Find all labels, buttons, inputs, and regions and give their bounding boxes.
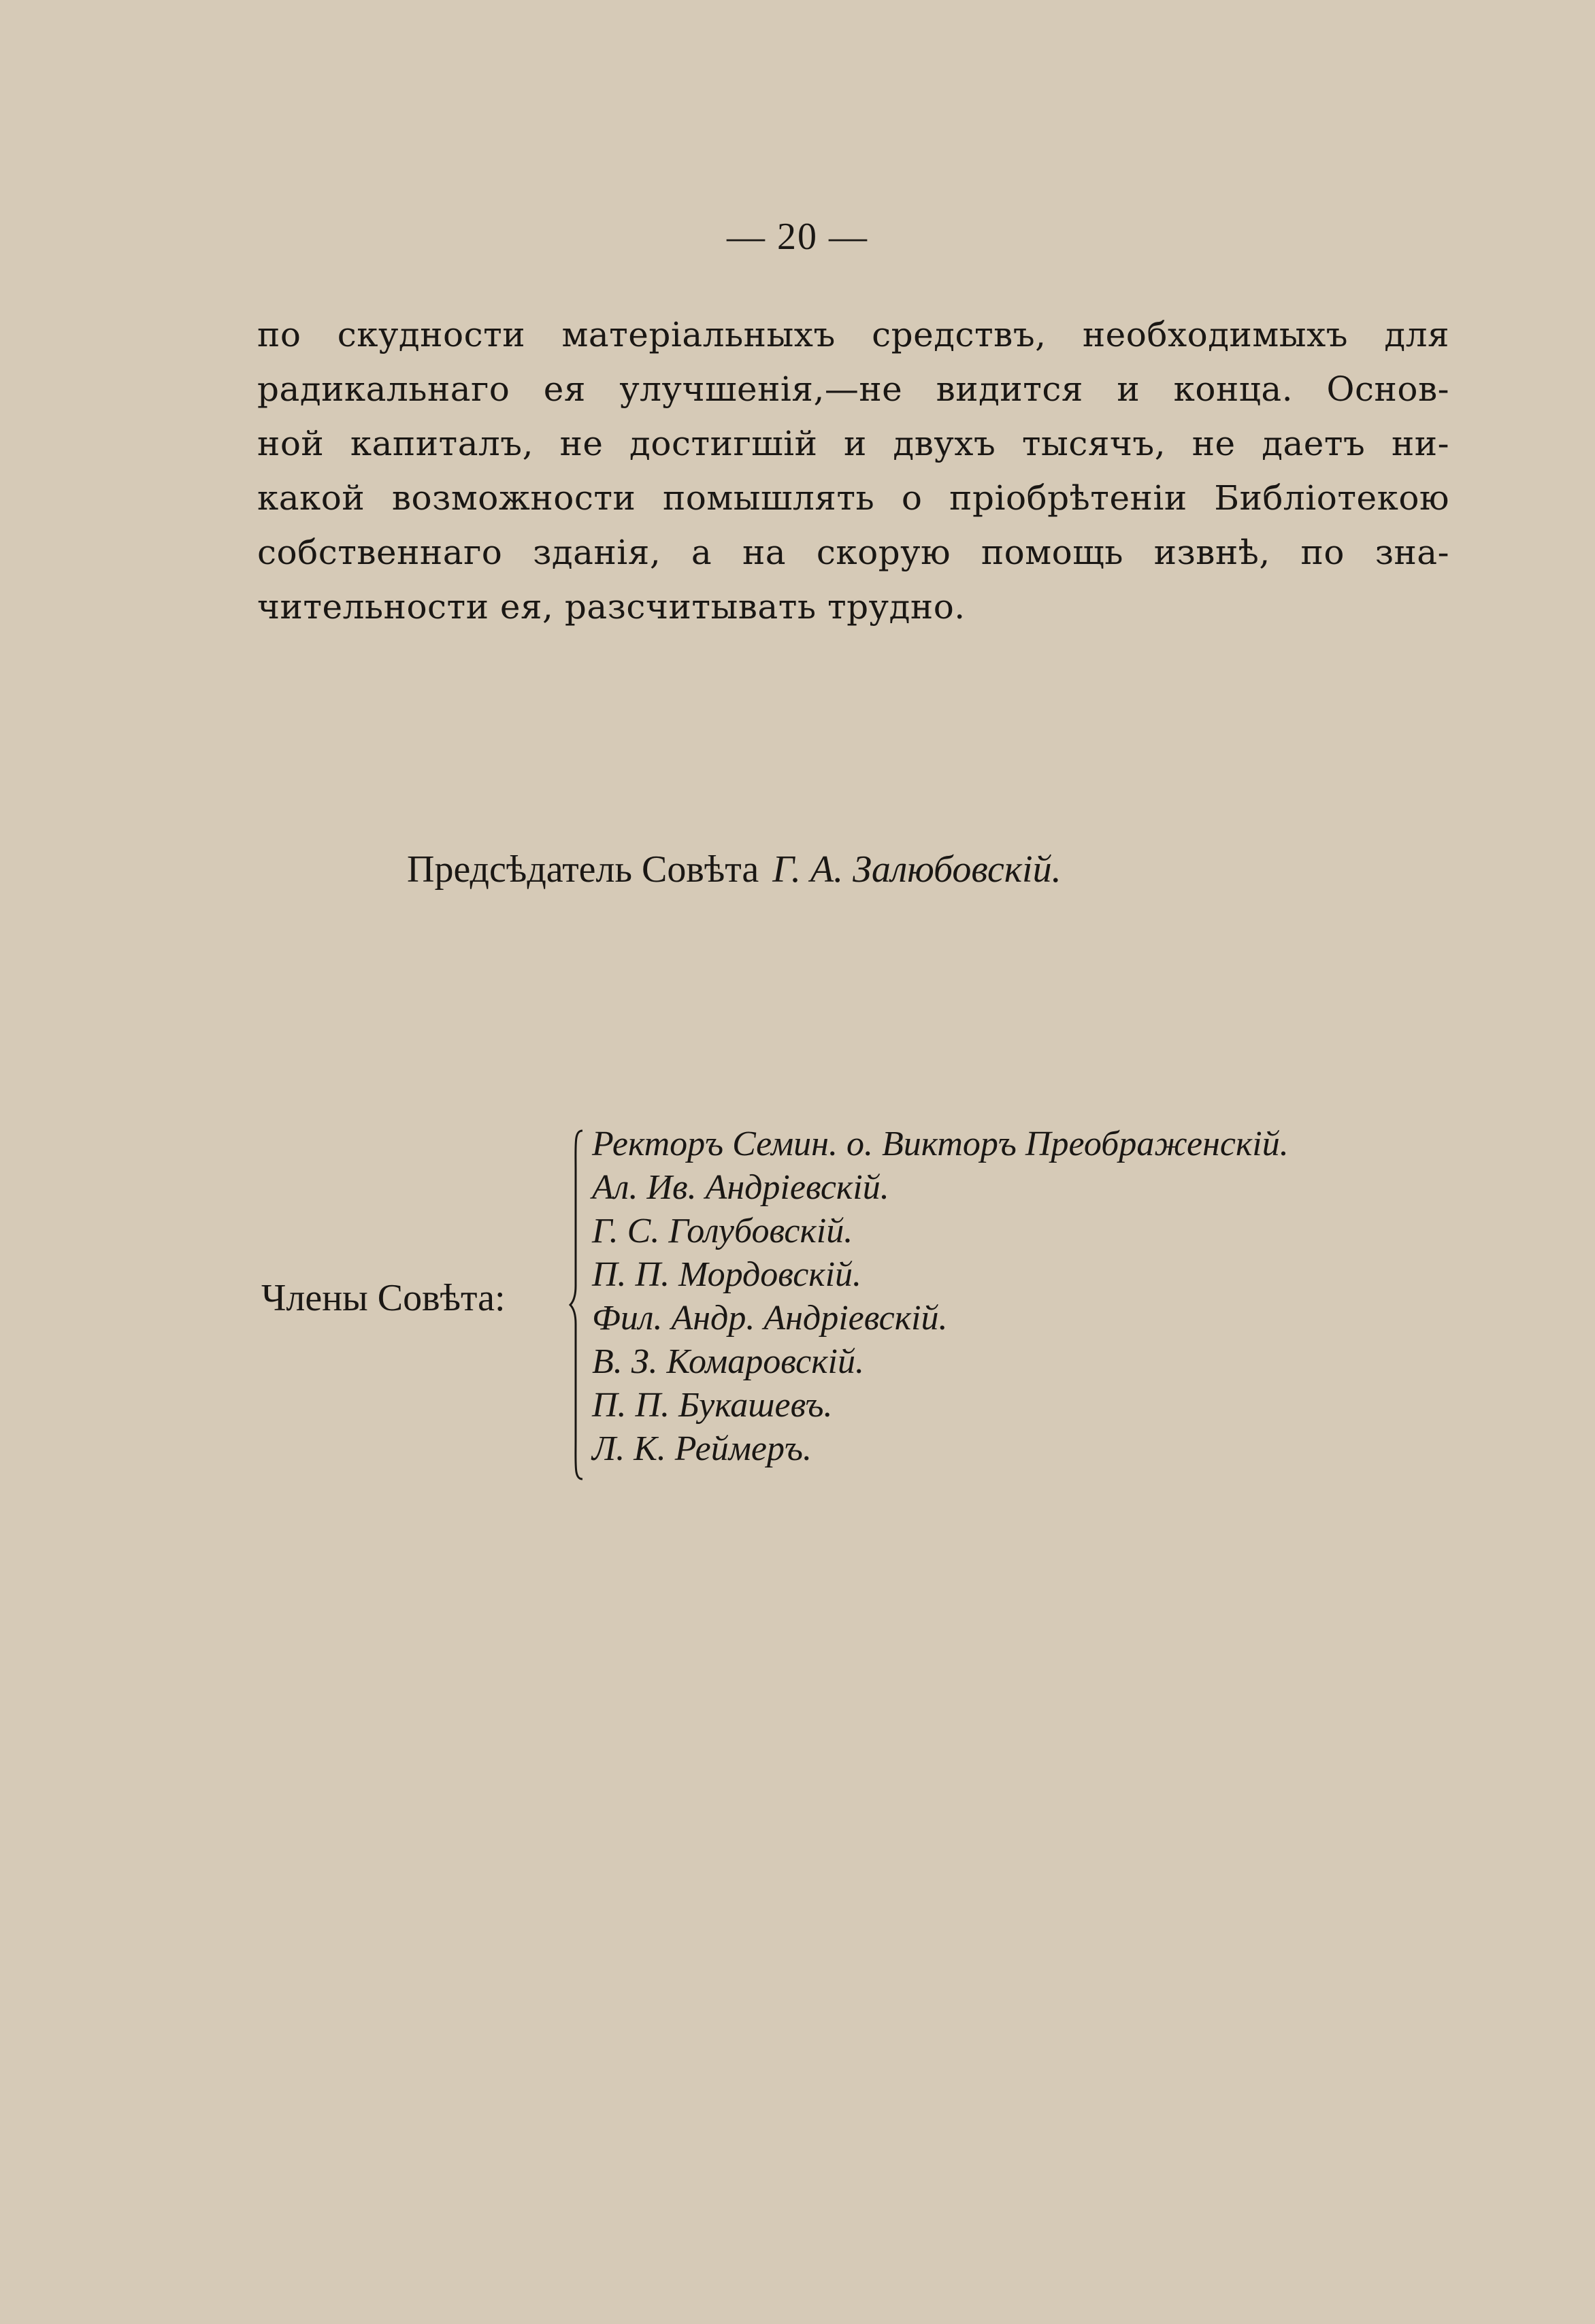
member-name: П. П. Букашевъ. bbox=[592, 1386, 833, 1425]
member-name: Ал. Ив. Андріевскій. bbox=[592, 1168, 889, 1207]
member-name: П. П. Мордовскій. bbox=[592, 1255, 862, 1294]
chairman-label: Предсѣдатель Совѣта bbox=[407, 848, 759, 891]
page-number: — 20 — bbox=[727, 216, 868, 258]
paragraph-line: по скудности матеріальныхъ средствъ, необходимыхъ для bbox=[257, 315, 1449, 354]
paragraph-line: ной капиталъ, не достигшій и двухъ тысячъ, не даетъ ни- bbox=[257, 424, 1449, 463]
member-name: В. З. Комаровскій. bbox=[592, 1342, 865, 1381]
member-name: Ректоръ Семин. о. Викторъ Преображенскій. bbox=[592, 1125, 1289, 1163]
curly-brace bbox=[569, 1129, 585, 1480]
paragraph-line: какой возможности помышлять о пріобрѣтеніи Библіотекою bbox=[257, 478, 1449, 518]
member-name: Л. К. Реймеръ. bbox=[592, 1429, 812, 1468]
paragraph-line: собственнаго зданія, а на скорую помощь извнѣ, по зна- bbox=[257, 533, 1449, 572]
paragraph-line: чительности ея, разсчитывать трудно. bbox=[257, 587, 966, 627]
member-name: Фил. Андр. Андріевскій. bbox=[592, 1299, 948, 1338]
members-label: Члены Совѣта: bbox=[261, 1277, 506, 1319]
paragraph-line: радикальнаго ея улучшенія,—не видится и конца. Основ- bbox=[257, 369, 1449, 409]
chairman-line bbox=[407, 842, 1062, 897]
chairman-name: Г. А. Залюбовскій. bbox=[772, 848, 1062, 891]
members-list bbox=[592, 1123, 1289, 1471]
member-name: Г. С. Голубовскій. bbox=[592, 1212, 853, 1250]
body-paragraph bbox=[257, 308, 1449, 634]
